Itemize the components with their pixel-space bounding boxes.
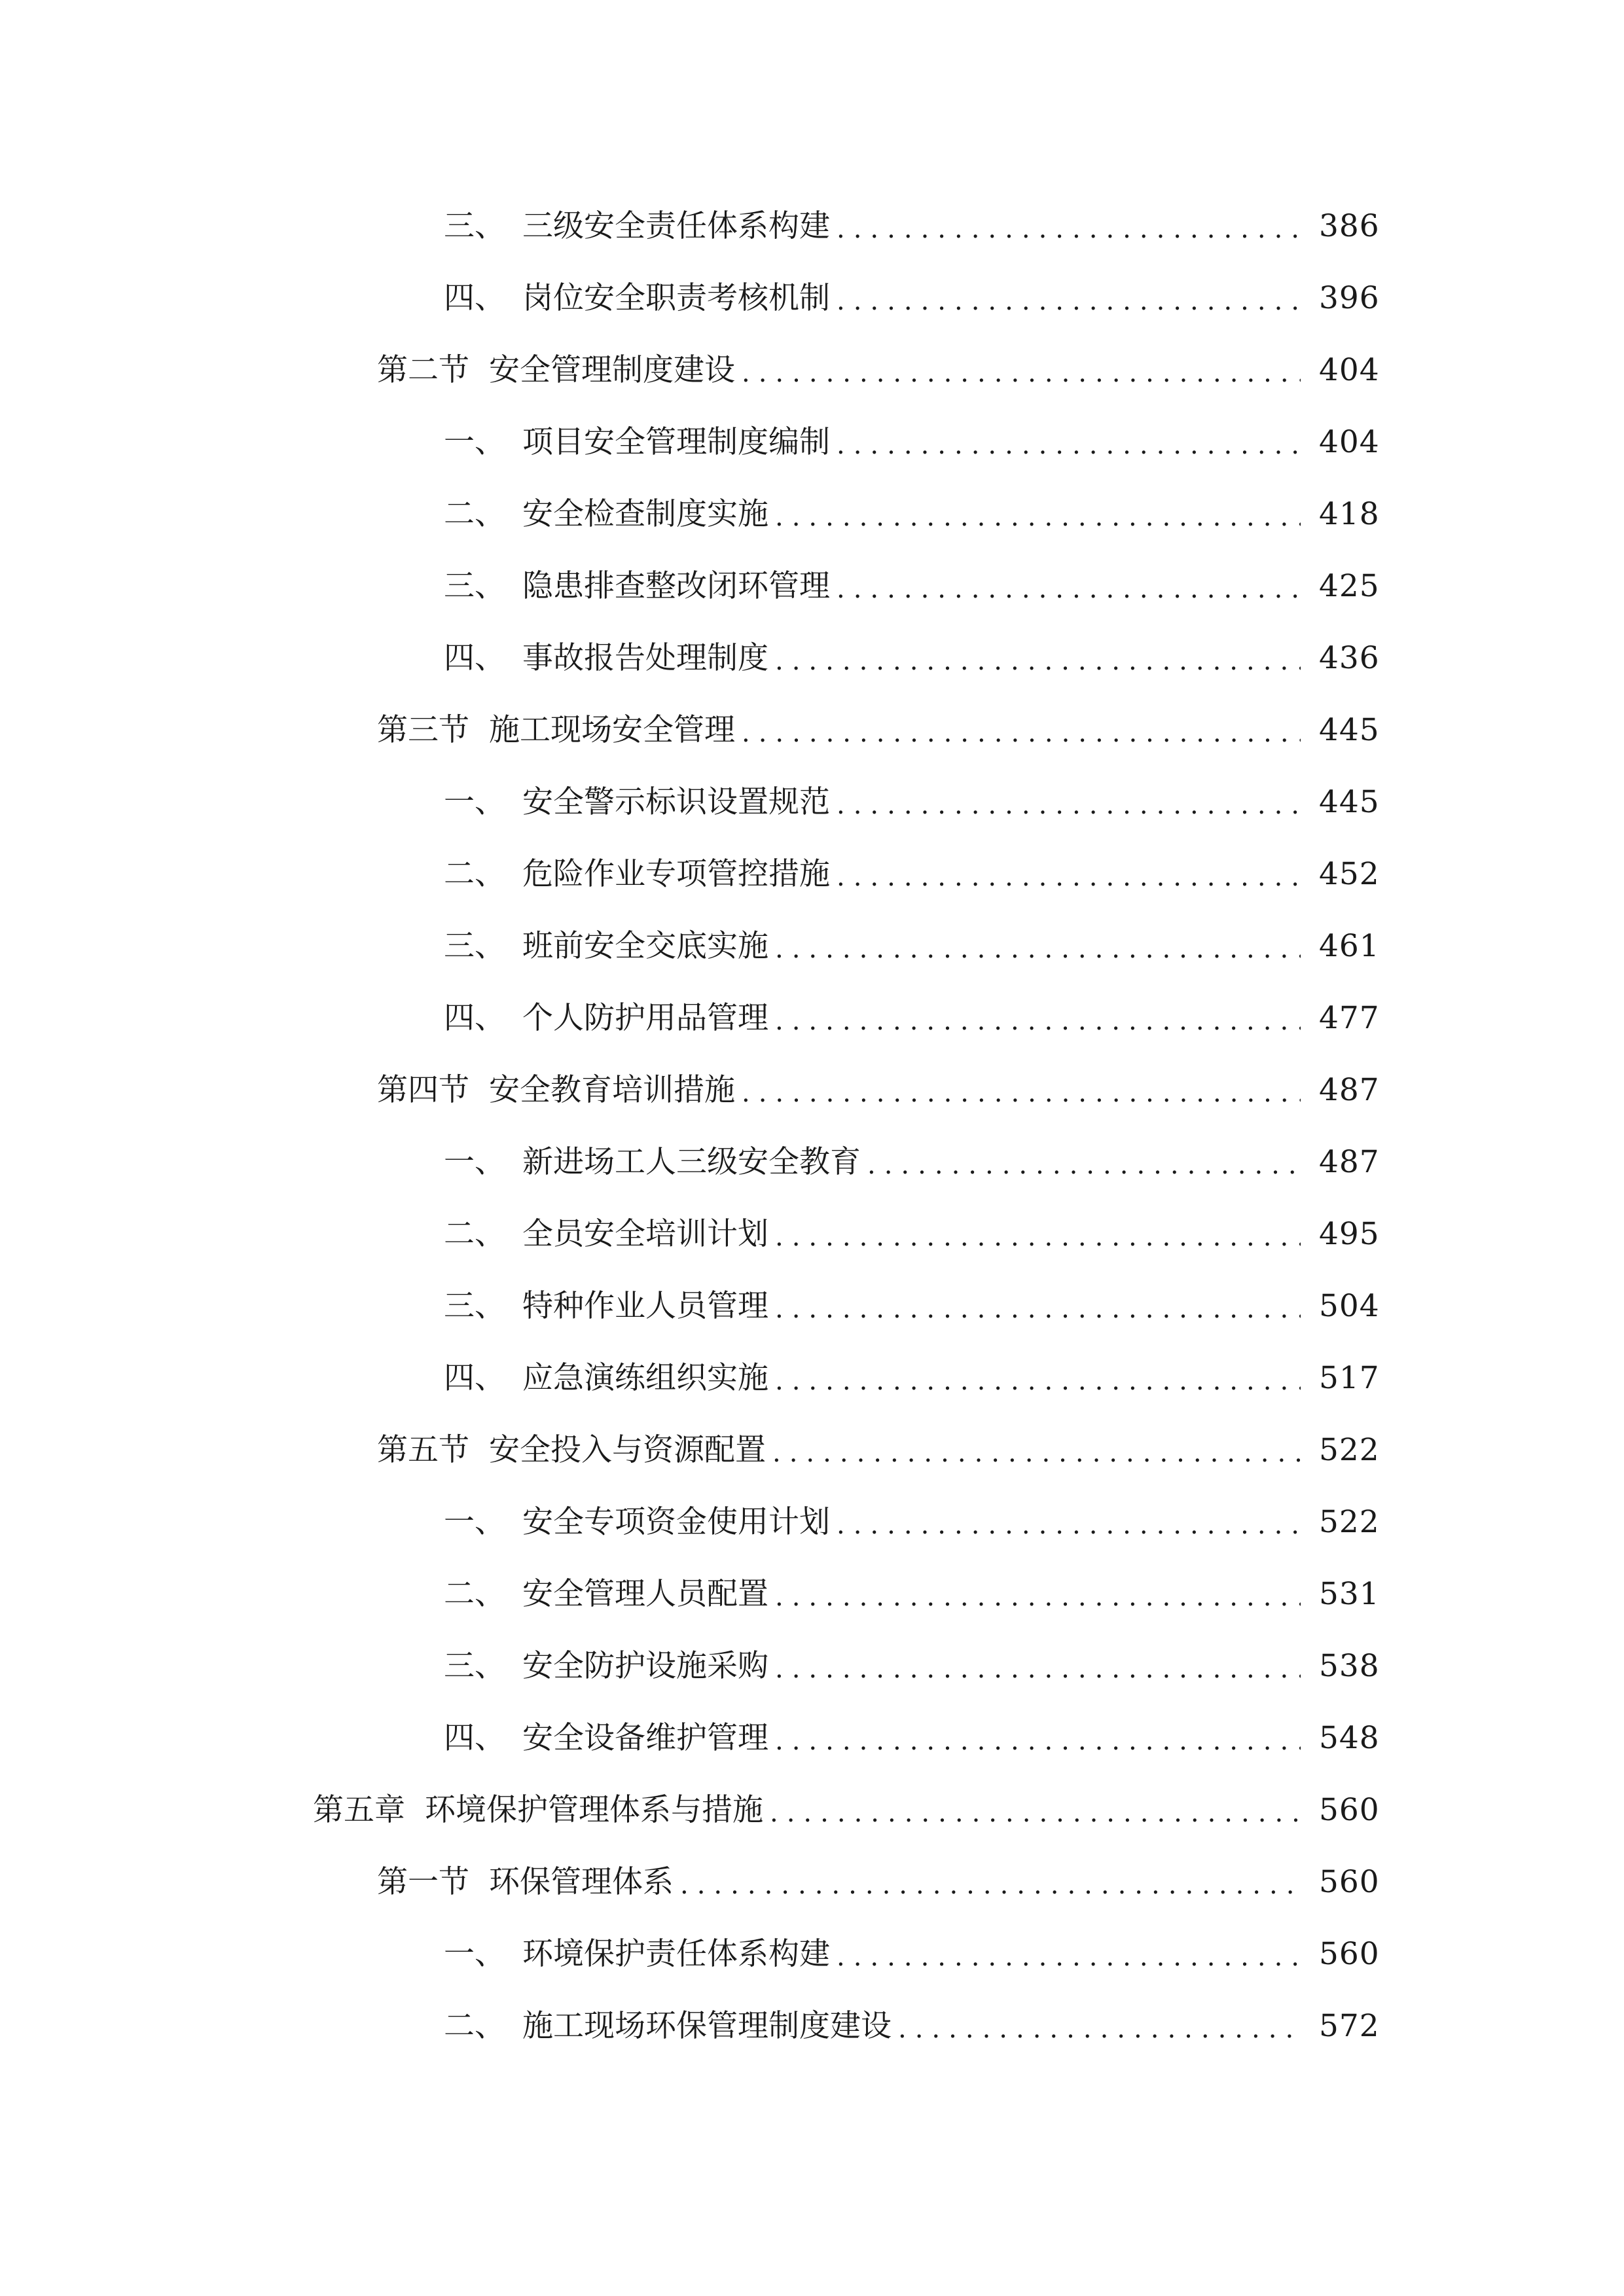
table-of-contents xyxy=(0,190,1624,2062)
toc-entry-page: 425 xyxy=(1319,567,1380,604)
toc-section-entry[interactable] xyxy=(0,694,1624,766)
toc-entry-number: 一、 xyxy=(444,1503,505,1540)
toc-entry-title: 事故报告处理制度 xyxy=(522,639,768,676)
toc-entry-page: 560 xyxy=(1319,1935,1380,1972)
toc-leader-dots xyxy=(775,1721,1301,1754)
toc-entry-title: 危险作业专项管控措施 xyxy=(522,855,830,892)
toc-section-entry[interactable] xyxy=(0,1414,1624,1486)
toc-entry-title: 安全管理制度建设 xyxy=(489,351,735,388)
toc-entry-number: 二、 xyxy=(444,495,505,532)
toc-entry-title: 特种作业人员管理 xyxy=(522,1287,768,1324)
toc-entry[interactable] xyxy=(0,838,1624,910)
toc-leader-dots xyxy=(775,497,1301,530)
toc-entry-number: 第一节 xyxy=(377,1863,469,1900)
toc-entry-title: 安全警示标识设置规范 xyxy=(522,783,830,820)
toc-entry-title: 岗位安全职责考核机制 xyxy=(522,279,830,316)
toc-entry[interactable] xyxy=(0,1270,1624,1342)
toc-entry-title: 全员安全培训计划 xyxy=(522,1215,768,1252)
toc-section-entry[interactable] xyxy=(0,334,1624,406)
toc-section-entry[interactable] xyxy=(0,1054,1624,1126)
toc-entry-title: 安全检查制度实施 xyxy=(522,495,768,532)
toc-entry-number: 三、 xyxy=(444,1287,505,1324)
toc-entry-number: 一、 xyxy=(444,1143,505,1180)
toc-entry-page: 404 xyxy=(1319,351,1380,388)
toc-entry-number: 第四节 xyxy=(377,1071,469,1108)
toc-entry-page: 487 xyxy=(1319,1143,1380,1180)
toc-leader-dots xyxy=(742,713,1301,746)
toc-entry-number: 一、 xyxy=(444,423,505,460)
toc-entry-page: 560 xyxy=(1319,1791,1380,1828)
toc-leader-dots xyxy=(775,929,1301,962)
toc-entry[interactable] xyxy=(0,406,1624,478)
toc-entry-number: 第五章 xyxy=(313,1791,405,1828)
toc-entry-title: 施工现场安全管理 xyxy=(489,711,735,748)
toc-entry[interactable] xyxy=(0,910,1624,982)
toc-entry-page: 418 xyxy=(1319,495,1380,532)
toc-leader-dots xyxy=(837,1505,1301,1538)
toc-leader-dots xyxy=(775,641,1301,674)
toc-entry-page: 396 xyxy=(1319,279,1380,316)
toc-entry-title: 项目安全管理制度编制 xyxy=(522,423,830,460)
toc-leader-dots xyxy=(837,209,1301,242)
toc-entry-title: 隐患排查整改闭环管理 xyxy=(522,567,830,604)
toc-entry[interactable] xyxy=(0,550,1624,622)
toc-leader-dots xyxy=(837,281,1301,314)
toc-entry-number: 第三节 xyxy=(377,711,469,748)
toc-entry-number: 第二节 xyxy=(377,351,469,388)
toc-entry-title: 安全防护设施采购 xyxy=(522,1647,768,1684)
toc-entry-number: 四、 xyxy=(444,999,505,1036)
toc-entry-number: 三、 xyxy=(444,207,505,244)
toc-leader-dots xyxy=(775,1577,1301,1610)
toc-entry[interactable] xyxy=(0,1126,1624,1198)
toc-entry-title: 环境保护责任体系构建 xyxy=(522,1935,830,1972)
toc-entry-number: 三、 xyxy=(444,927,505,964)
toc-entry[interactable] xyxy=(0,1486,1624,1558)
toc-entry-page: 531 xyxy=(1319,1575,1380,1612)
toc-entry-number: 二、 xyxy=(444,1215,505,1252)
toc-entry-number: 二、 xyxy=(444,1575,505,1612)
toc-leader-dots xyxy=(837,1937,1301,1970)
toc-entry-page: 445 xyxy=(1319,711,1380,748)
toc-leader-dots xyxy=(837,425,1301,458)
toc-entry[interactable] xyxy=(0,478,1624,550)
toc-entry[interactable] xyxy=(0,190,1624,262)
toc-entry-title: 三级安全责任体系构建 xyxy=(522,207,830,244)
toc-entry[interactable] xyxy=(0,1918,1624,1990)
toc-leader-dots xyxy=(775,1361,1301,1394)
toc-entry[interactable] xyxy=(0,766,1624,838)
toc-entry-title: 施工现场环保管理制度建设 xyxy=(522,2007,892,2044)
toc-entry-page: 445 xyxy=(1319,783,1380,820)
toc-entry-page: 504 xyxy=(1319,1287,1380,1324)
toc-entry-number: 四、 xyxy=(444,279,505,316)
toc-leader-dots xyxy=(775,1217,1301,1250)
toc-leader-dots xyxy=(837,857,1301,890)
toc-entry-number: 四、 xyxy=(444,1719,505,1756)
toc-entry-title: 新进场工人三级安全教育 xyxy=(522,1143,861,1180)
toc-entry-page: 461 xyxy=(1319,927,1380,964)
toc-entry[interactable] xyxy=(0,1342,1624,1414)
toc-entry[interactable] xyxy=(0,262,1624,334)
toc-chapter-entry[interactable] xyxy=(0,1774,1624,1846)
toc-leader-dots xyxy=(770,1793,1301,1826)
toc-leader-dots xyxy=(837,569,1301,602)
toc-entry-page: 522 xyxy=(1319,1503,1380,1540)
toc-entry-page: 495 xyxy=(1319,1215,1380,1252)
toc-entry-number: 四、 xyxy=(444,639,505,676)
toc-leader-dots xyxy=(742,353,1301,386)
toc-entry-page: 436 xyxy=(1319,639,1380,676)
toc-entry-number: 二、 xyxy=(444,855,505,892)
toc-leader-dots xyxy=(837,785,1301,818)
toc-leader-dots xyxy=(742,1073,1301,1106)
toc-entry[interactable] xyxy=(0,1558,1624,1630)
toc-entry[interactable] xyxy=(0,1990,1624,2062)
toc-entry-page: 522 xyxy=(1319,1431,1380,1468)
toc-entry[interactable] xyxy=(0,1702,1624,1774)
toc-entry-title: 安全管理人员配置 xyxy=(522,1575,768,1612)
toc-entry[interactable] xyxy=(0,1630,1624,1702)
toc-entry-title: 个人防护用品管理 xyxy=(522,999,768,1036)
toc-entry-page: 560 xyxy=(1319,1863,1380,1900)
toc-leader-dots xyxy=(680,1865,1301,1898)
toc-entry[interactable] xyxy=(0,622,1624,694)
toc-entry-title: 环境保护管理体系与措施 xyxy=(425,1791,763,1828)
toc-leader-dots xyxy=(867,1145,1301,1178)
toc-entry-title: 安全设备维护管理 xyxy=(522,1719,768,1756)
toc-entry-number: 一、 xyxy=(444,783,505,820)
toc-entry-title: 应急演练组织实施 xyxy=(522,1359,768,1396)
toc-entry-title: 环保管理体系 xyxy=(489,1863,674,1900)
toc-entry-page: 487 xyxy=(1319,1071,1380,1108)
toc-entry-page: 404 xyxy=(1319,423,1380,460)
toc-entry-number: 一、 xyxy=(444,1935,505,1972)
toc-entry-page: 517 xyxy=(1319,1359,1380,1396)
toc-leader-dots xyxy=(772,1433,1301,1466)
toc-entry-title: 安全专项资金使用计划 xyxy=(522,1503,830,1540)
toc-entry-page: 386 xyxy=(1319,207,1380,244)
toc-entry-page: 572 xyxy=(1319,2007,1380,2044)
toc-entry-number: 四、 xyxy=(444,1359,505,1396)
toc-entry-page: 452 xyxy=(1319,855,1380,892)
toc-entry-number: 第五节 xyxy=(377,1431,469,1468)
toc-entry-page: 538 xyxy=(1319,1647,1380,1684)
toc-leader-dots xyxy=(775,1289,1301,1322)
toc-entry-title: 安全教育培训措施 xyxy=(489,1071,735,1108)
toc-leader-dots xyxy=(775,1001,1301,1034)
toc-entry-number: 三、 xyxy=(444,1647,505,1684)
toc-entry-page: 477 xyxy=(1319,999,1380,1036)
toc-leader-dots xyxy=(775,1649,1301,1682)
toc-entry-page: 548 xyxy=(1319,1719,1380,1756)
toc-entry[interactable] xyxy=(0,1198,1624,1270)
toc-entry[interactable] xyxy=(0,982,1624,1054)
toc-entry-title: 安全投入与资源配置 xyxy=(489,1431,766,1468)
toc-leader-dots xyxy=(898,2009,1301,2042)
toc-entry-title: 班前安全交底实施 xyxy=(522,927,768,964)
toc-entry-number: 二、 xyxy=(444,2007,505,2044)
toc-entry-number: 三、 xyxy=(444,567,505,604)
toc-section-entry[interactable] xyxy=(0,1846,1624,1918)
